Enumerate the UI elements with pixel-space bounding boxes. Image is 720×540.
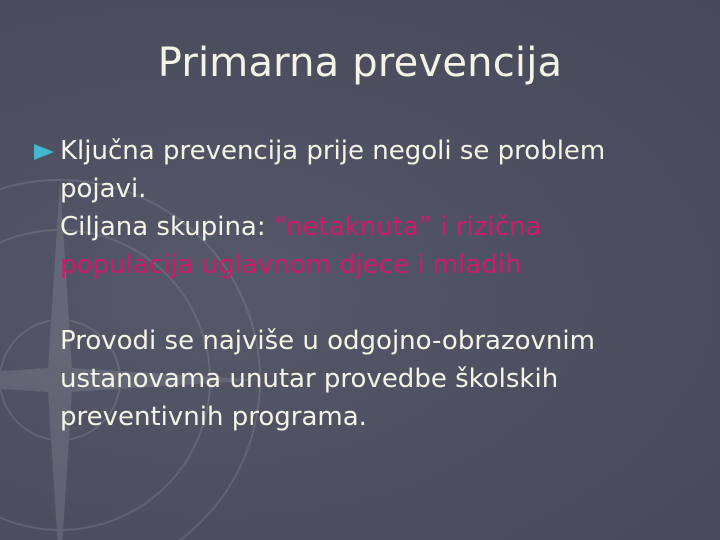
slide-title: Primarna prevencija (157, 40, 563, 86)
target-group-highlight-2: populacija uglavnom djece i mladih (60, 250, 522, 280)
bullet-text-line2: pojavi. (60, 174, 147, 204)
target-group-highlight-1: “netaknuta” i rizična (273, 212, 542, 242)
target-group-label: Ciljana skupina: (60, 212, 274, 242)
provodi-line2: ustanovama unutar provedbe školskih (60, 364, 559, 394)
slide-content (32, 132, 692, 436)
bullet-item (32, 132, 692, 436)
bullet-text-line1: Ključna prevencija prije negoli se problem (60, 136, 606, 166)
target-group-line (60, 208, 692, 246)
spacer (60, 284, 692, 322)
provodi-line3: preventivnih programa. (60, 402, 367, 432)
provodi-line1: Provodi se najviše u odgojno-obrazovnim (60, 326, 595, 356)
arrow-right-icon (32, 132, 56, 170)
